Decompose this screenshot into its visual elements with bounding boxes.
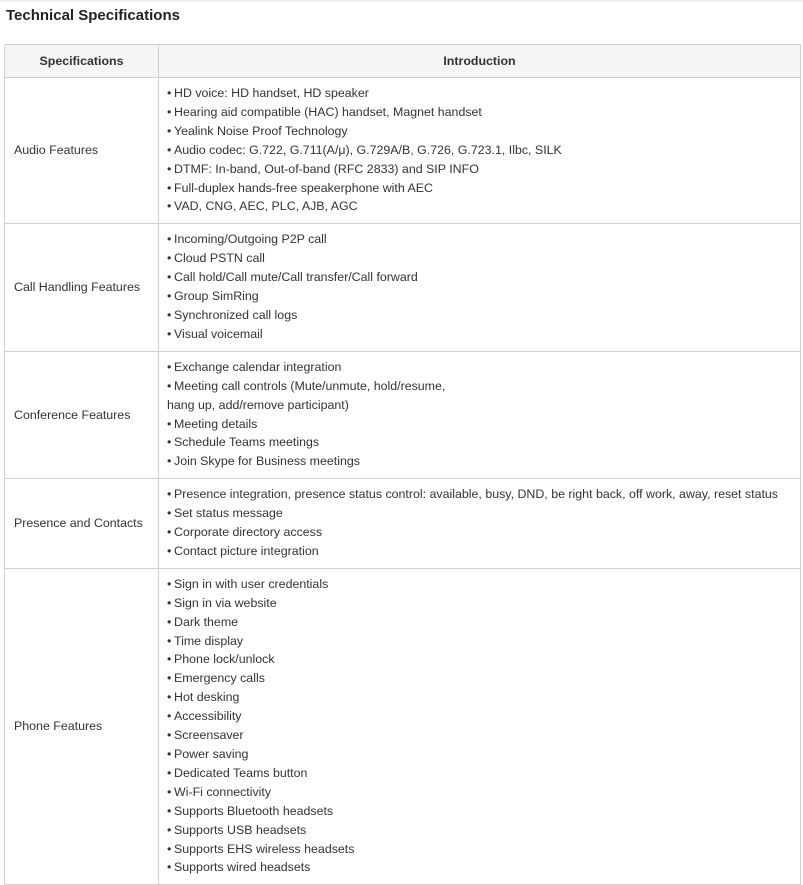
list-item-text: Hot desking [174,690,240,705]
list-item [167,650,796,669]
list-item-text: Power saving [174,747,249,761]
list-item [167,377,796,396]
list-item [167,783,796,802]
spec-introduction [159,224,801,351]
bullet-icon: • [167,307,172,322]
list-item-text: hang up, add/remove participant) [167,397,349,412]
list-item [167,504,796,523]
bullet-icon: • [167,633,172,648]
list-item-text: Screensaver [174,728,244,743]
bullet-icon: • [167,709,172,724]
bullet-icon: • [167,142,172,157]
bullet-icon: • [167,454,172,469]
list-item-text: Exchange calendar integration [174,359,342,374]
list-item [167,358,796,377]
list-item [167,802,796,821]
list-item-text: Accessibility [174,709,242,724]
bullet-icon: • [167,576,172,591]
list-item [167,230,796,249]
bullet-icon: • [167,747,172,761]
list-item-text: Time display [174,633,244,648]
list-item-text: Hearing aid compatible (HAC) handset, Magnet handset [174,104,482,119]
list-item-text: Emergency calls [174,671,265,686]
bullet-icon: • [167,506,172,521]
list-item [167,84,796,103]
spec-introduction [159,568,801,885]
list-item-text: DTMF: In-band, Out-of-band (RFC 2833) and SIP INFO [174,161,479,176]
list-item-text: Join Skype for Business meetings [174,454,360,469]
page-title: Technical Specifications [6,7,180,24]
specifications-table [4,44,801,885]
list-item [167,821,796,840]
list-item [167,707,796,726]
list-item-text: Schedule Teams meetings [174,435,320,450]
bullet-icon: • [167,161,172,176]
table-row [5,479,801,569]
list-item-text: Supports USB headsets [174,822,307,837]
bullet-icon: • [167,487,172,502]
list-item-text: Sign in with user credentials [174,576,329,591]
bullet-icon: • [167,416,172,431]
list-item-text: Set status message [174,506,283,521]
bullet-icon: • [167,270,172,285]
list-item [167,396,796,415]
list-item-text: Yealink Noise Proof Technology [174,123,348,138]
list-item-text: Visual voicemail [174,326,263,341]
list-item-text: Supports wired headsets [174,860,311,875]
spec-introduction [159,479,801,569]
bullet-icon: • [167,326,172,341]
spec-introduction [159,78,801,224]
list-item [167,197,796,216]
spec-category: Call Handling Features [5,224,159,351]
list-item [167,523,796,542]
list-item [167,613,796,632]
list-item-text: Audio codec: G.722, G.711(A/μ), G.729A/B, G.726, G.723.1, Ilbc, SILK [174,142,562,157]
list-item [167,452,796,471]
bullet-icon: • [167,822,172,837]
list-item [167,745,796,764]
list-item [167,433,796,452]
spec-category: Presence and Contacts [5,479,159,569]
list-item-text: Wi-Fi connectivity [174,784,272,799]
list-item [167,632,796,651]
bullet-icon: • [167,765,172,780]
bullet-icon: • [167,199,172,214]
table-row [5,351,801,478]
list-item-text: Sign in via website [174,595,277,610]
bullet-icon: • [167,251,172,266]
list-item-text: Phone lock/unlock [174,652,275,667]
list-item [167,268,796,287]
bullet-icon: • [167,652,172,667]
header-specifications: Specifications [5,45,159,78]
top-shadow [0,0,803,3]
list-item-text: Call hold/Call mute/Call transfer/Call forward [174,270,418,285]
list-item [167,542,796,561]
spec-category: Conference Features [5,351,159,478]
list-item [167,485,796,504]
bullet-icon: • [167,435,172,450]
list-item [167,287,796,306]
bullet-icon: • [167,841,172,856]
list-item-text: Supports EHS wireless headsets [174,841,355,856]
list-item [167,179,796,198]
list-item-text: Synchronized call logs [174,307,298,322]
list-item [167,594,796,613]
list-item [167,103,796,122]
bullet-icon: • [167,232,172,247]
spec-category: Phone Features [5,568,159,885]
list-item-text: Contact picture integration [174,543,319,558]
list-item-text: HD voice: HD handset, HD speaker [174,86,369,100]
list-item-text: Cloud PSTN call [174,251,265,266]
list-item-text: Meeting call controls (Mute/unmute, hold/resume, [174,378,446,393]
bullet-icon: • [167,784,172,799]
list-item-text: Full-duplex hands-free speakerphone with AEC [174,180,433,195]
bullet-icon: • [167,525,172,540]
table-body [5,78,801,885]
list-item [167,325,796,344]
table-row [5,224,801,351]
list-item [167,688,796,707]
list-item-text: Incoming/Outgoing P2P call [174,232,327,247]
bullet-icon: • [167,728,172,743]
list-item-text: Presence integration, presence status control: available, busy, DND, be right back, off work, away, reset status [174,487,778,502]
list-item-text: Dark theme [174,614,239,629]
spec-category: Audio Features [5,78,159,224]
table-row [5,78,801,224]
list-item-text: Group SimRing [174,289,259,304]
list-item [167,726,796,745]
bullet-icon: • [167,803,172,818]
list-item-text: Dedicated Teams button [174,765,308,780]
bullet-icon: • [167,359,172,374]
list-item [167,669,796,688]
bullet-icon: • [167,671,172,686]
table-header-row [5,45,801,78]
bullet-icon: • [167,289,172,304]
list-item [167,249,796,268]
list-item [167,415,796,434]
bullet-icon: • [167,180,172,195]
table-row [5,568,801,885]
bullet-icon: • [167,690,172,705]
list-item [167,160,796,179]
bullet-icon: • [167,543,172,558]
bullet-icon: • [167,86,172,100]
list-item [167,575,796,594]
list-item [167,764,796,783]
header-introduction: Introduction [159,45,801,78]
list-item [167,306,796,325]
list-item [167,840,796,859]
bullet-icon: • [167,595,172,610]
list-item [167,141,796,160]
bullet-icon: • [167,378,172,393]
bullet-icon: • [167,614,172,629]
list-item-text: Supports Bluetooth headsets [174,803,334,818]
list-item [167,858,796,877]
list-item-text: Corporate directory access [174,525,323,540]
bullet-icon: • [167,104,172,119]
list-item [167,122,796,141]
bullet-icon: • [167,860,172,875]
spec-introduction [159,351,801,478]
list-item-text: VAD, CNG, AEC, PLC, AJB, AGC [174,199,358,214]
list-item-text: Meeting details [174,416,258,431]
bullet-icon: • [167,123,172,138]
